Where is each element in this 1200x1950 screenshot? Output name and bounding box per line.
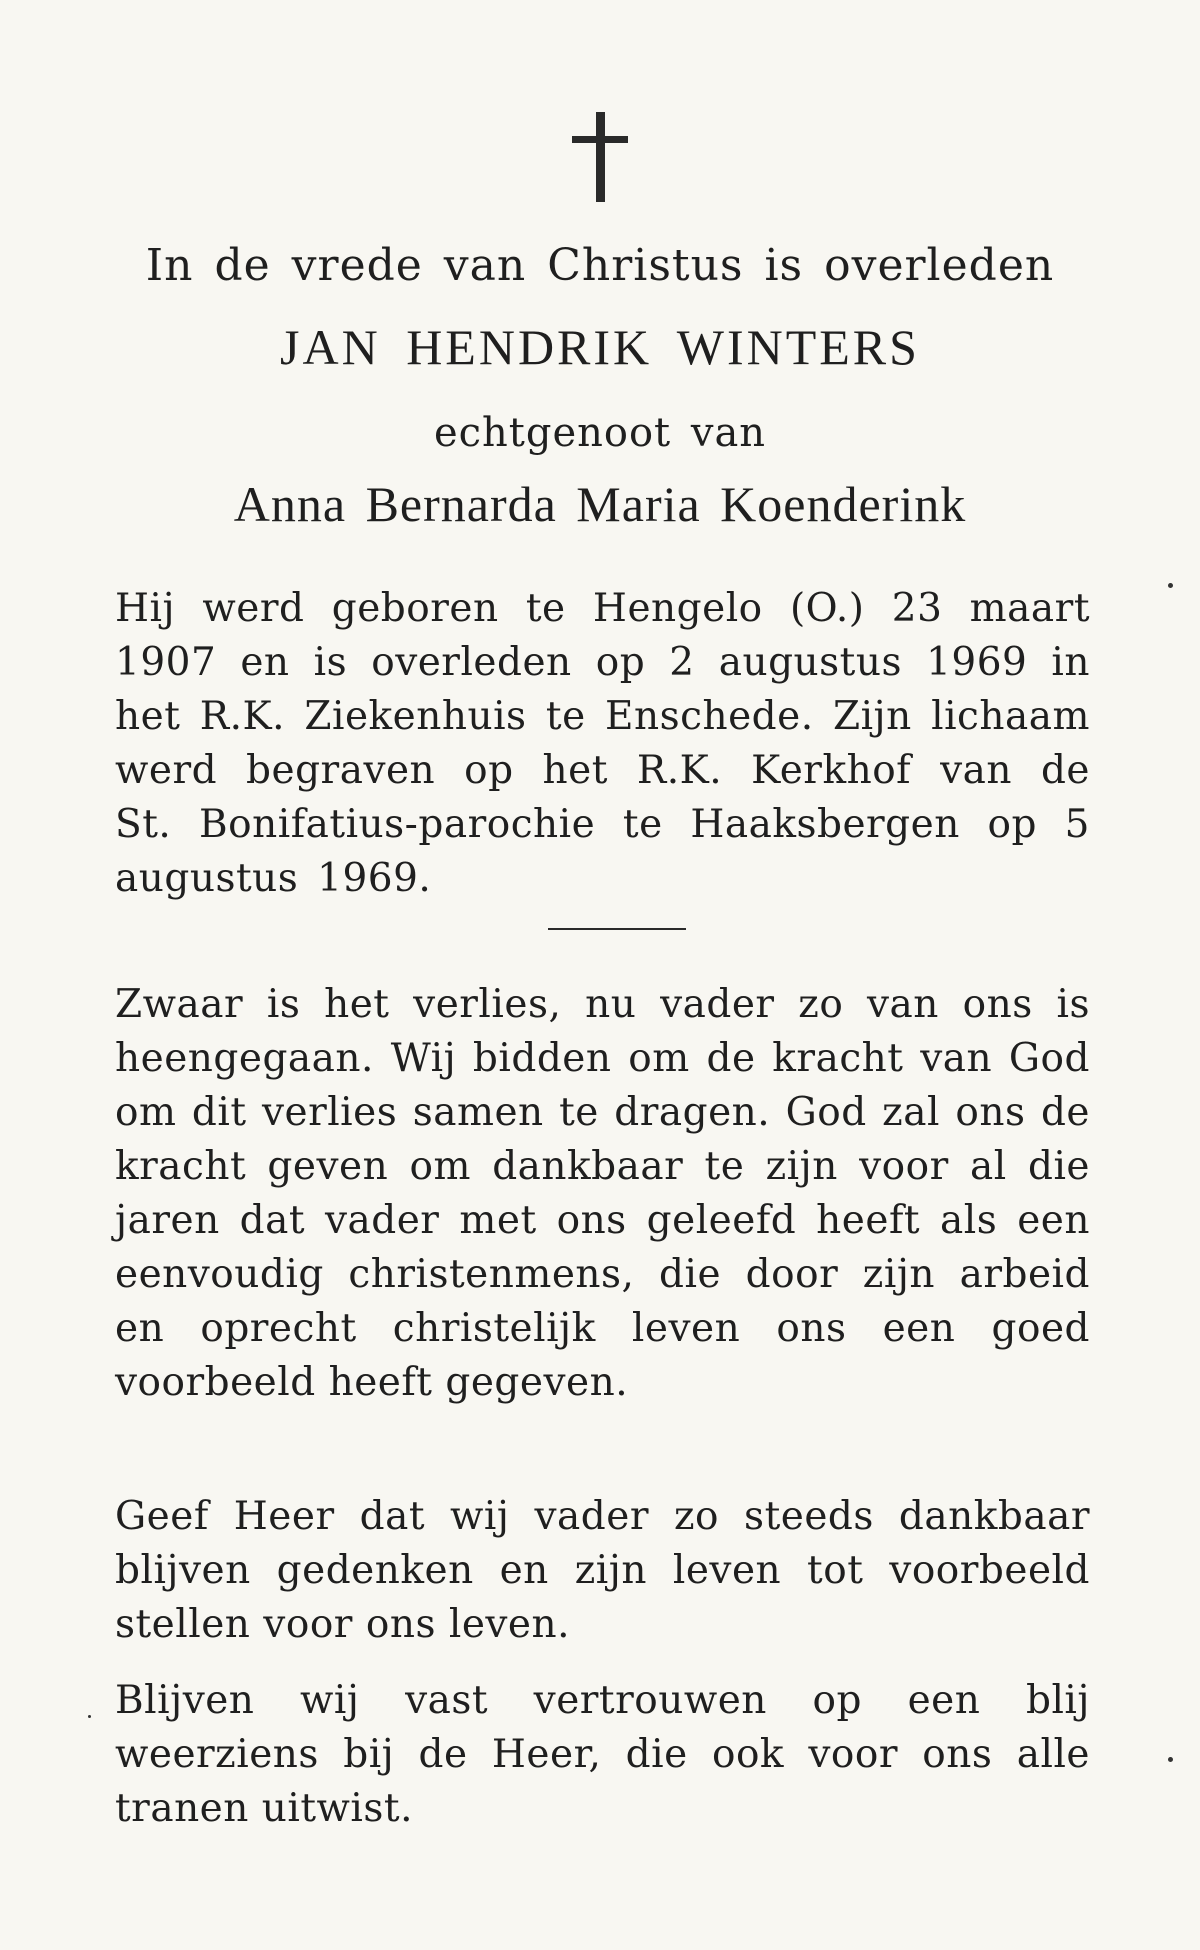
prayer-paragraph: Geef Heer dat wij vader zo steeds dankbaar blijven gedenken en zijn leven tot voorbeeld stellen voor ons leven. [115, 1494, 1090, 1647]
divider [548, 928, 686, 930]
relation-line: echtgenoot van [433, 410, 767, 456]
print-speck [1168, 1757, 1173, 1762]
print-speck [1168, 583, 1173, 588]
biography-paragraph: Hij werd geboren te Hengelo (O.) 23 maart 1907 en is overleden op 2 augustus 1969 in het R.K. Ziekenhuis te Enschede. Zijn lichaam werd begraven op het R.K. Kerkhof van de St. Bonifatius-parochie te Haaksbergen op 5 augustus 1969. [115, 586, 1090, 901]
reflection-paragraph: Zwaar is het verlies, nu vader zo van ons is heengegaan. Wij bidden om de kracht van God om dit verlies samen te dragen. God zal ons de kracht geven om dankbaar te zijn voor al die jaren dat vader met ons geleefd heeft als een eenvoudig christenmens, die door zijn arbeid en oprecht christelijk leven ons een goed voorbeeld heeft gegeven. [115, 982, 1090, 1405]
cross-icon [572, 112, 628, 202]
deceased-name: JAN HENDRIK WINTERS [280, 319, 920, 375]
print-speck [88, 1715, 91, 1718]
spouse-name: Anna Bernarda Maria Koenderink [233, 476, 967, 532]
closing-paragraph: Blijven wij vast vertrouwen op een blij weerziens bij de Heer, die ook voor ons alle tranen uitwist. [115, 1678, 1090, 1831]
intro-line: In de vrede van Christus is overleden [145, 240, 1055, 291]
